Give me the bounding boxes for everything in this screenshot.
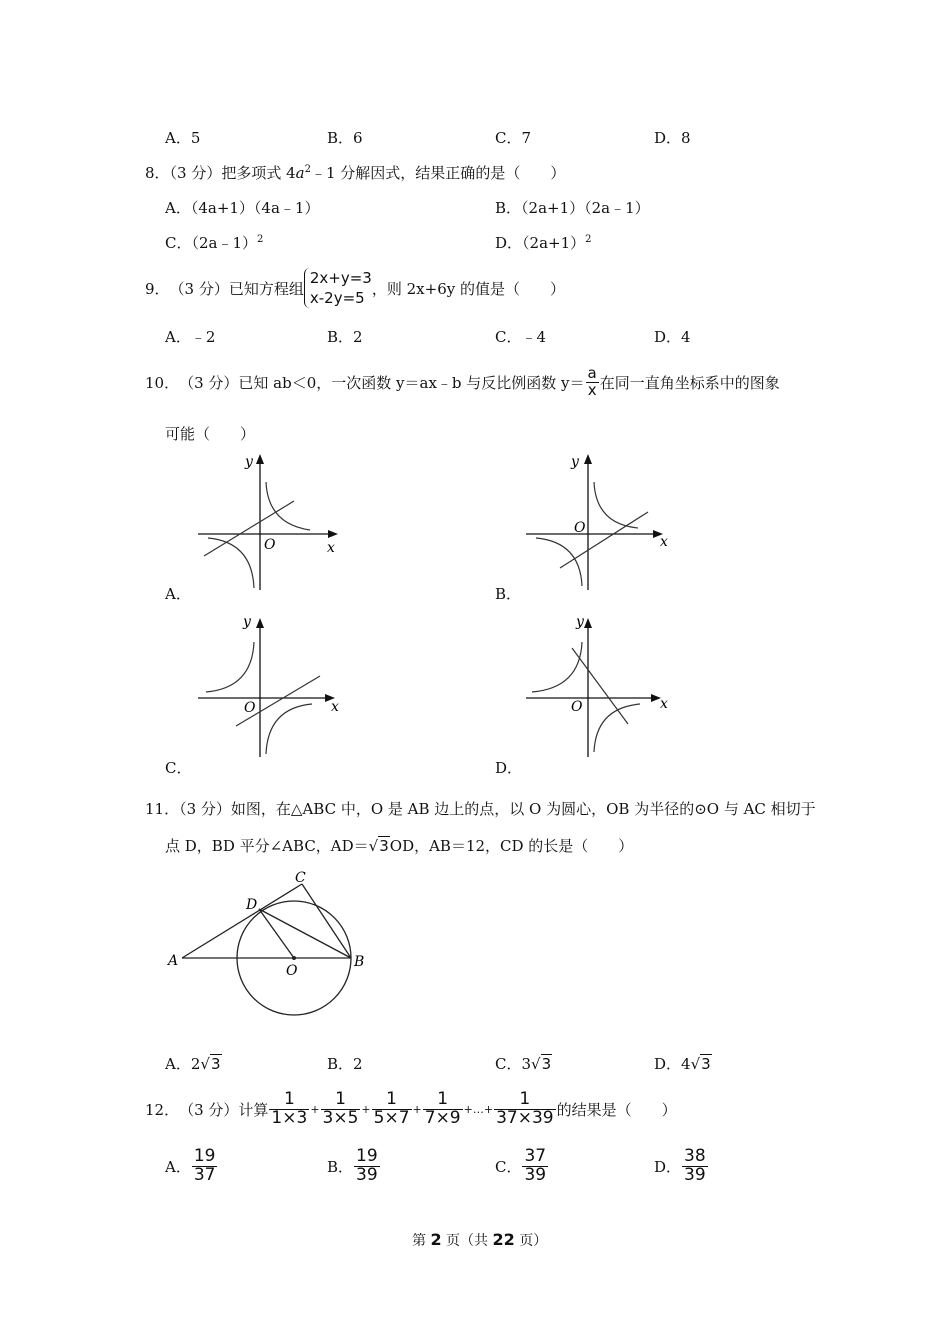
q11-option-c-radicand: 3 [541, 1055, 552, 1073]
graph-d-y-label: y [576, 614, 584, 630]
q12-option-b-frac [354, 1148, 380, 1185]
graph-b-y-label: y [571, 454, 579, 470]
q12-plus-2: + [361, 1102, 371, 1116]
q10-option-c: C． [165, 759, 192, 777]
q12-option-c [495, 1148, 549, 1185]
graph-a-y-label: y [245, 454, 253, 470]
q12-option-b-num: 19 [356, 1146, 378, 1166]
q10-frac-den: x [586, 382, 599, 399]
q12-frac-1 [269, 1088, 309, 1128]
footer-suffix: 页） [519, 1233, 548, 1249]
q12-stem [145, 1087, 677, 1131]
q10-stem [145, 364, 780, 400]
q8-option-d-exp: 2 [585, 234, 592, 245]
q9-equation-system [304, 268, 372, 309]
point-b-label: B [354, 954, 365, 970]
q11-option-c-sqrt: √3 [531, 1055, 552, 1073]
q11-option-a-text: A．2 [165, 1055, 201, 1073]
q10-option-d: D． [495, 759, 523, 777]
q11-stem-line2 [165, 835, 633, 856]
q12-frac-5-num: 1 [519, 1088, 531, 1109]
q8-exponent: 2 [304, 164, 311, 175]
q12-points: （3 分） [179, 1100, 239, 1119]
q8-text-b: ﹣1 分解因式，结果正确的是（ ） [311, 164, 566, 182]
q12-frac-1-den: 1×3 [271, 1107, 308, 1128]
q12-frac-2 [321, 1088, 361, 1128]
q11-line2-a: 点 D，BD 平分∠ABC，AD＝ [165, 837, 369, 855]
q11-option-d-text: D．4 [654, 1055, 691, 1073]
q9-stem [145, 265, 565, 311]
q8-option-d [495, 232, 592, 253]
q12-frac-3-num: 1 [386, 1088, 397, 1109]
q12-option-a [165, 1148, 218, 1185]
q12-frac-5 [494, 1088, 556, 1128]
q8-text-a: 把多项式 4 [221, 164, 296, 182]
q8-number: 8． [145, 164, 170, 182]
q11-option-a-sqrt: √3 [200, 1055, 221, 1073]
q12-frac-2-num: 1 [335, 1088, 346, 1109]
q12-option-a-label: A． [165, 1157, 191, 1176]
q11-option-d [654, 1053, 712, 1074]
q12-option-c-label: C． [495, 1157, 522, 1176]
q10-graph-c [190, 612, 350, 762]
q8-option-c [165, 232, 263, 253]
q10-graph-d [520, 612, 680, 762]
q12-text-b: 的结果是（ ） [556, 1100, 677, 1119]
q10-text-b: 在同一直角坐标系中的图象 [599, 373, 780, 392]
q11-sqrt: √3 [368, 837, 389, 855]
q12-frac-2-den: 3×5 [322, 1107, 359, 1128]
q12-number: 12． [145, 1100, 180, 1119]
q12-frac-3 [372, 1088, 412, 1128]
q12-option-d-frac [682, 1148, 708, 1185]
q9-option-b: B．2 [327, 328, 363, 346]
q12-option-d-num: 38 [684, 1146, 706, 1166]
q12-text-a: 计算 [238, 1100, 269, 1119]
q9-option-a: A．﹣2 [165, 328, 216, 346]
q11-sqrt-radicand: 3 [379, 837, 389, 855]
q12-option-d [654, 1148, 709, 1185]
graph-a-origin: O [264, 537, 276, 553]
point-o-label: O [286, 963, 298, 979]
q12-option-c-num: 37 [524, 1146, 547, 1166]
q8-option-c-exp: 2 [257, 234, 264, 245]
graph-c-x-label: x [331, 699, 339, 715]
point-a-label: A [168, 953, 179, 969]
graph-b-x-label: x [660, 534, 668, 550]
q12-plus-1: + [310, 1102, 320, 1116]
q12-frac-4-den: 7×9 [424, 1107, 461, 1128]
q10-points: （3 分） [179, 373, 239, 392]
q11-line2-b: OD，AB＝12，CD 的长是（ ） [389, 837, 634, 855]
q11-line1-text: 如图，在△ABC 中，O 是 AB 边上的点，以 O 为圆心，OB 为半径的⊙O 与 AC 相切于 [230, 800, 816, 818]
q11-option-d-radicand: 3 [701, 1055, 711, 1073]
graph-c-origin: O [244, 700, 256, 716]
q9-option-d: D．4 [654, 328, 691, 346]
footer-page-number: 2 [430, 1230, 442, 1249]
q11-stem-line1 [145, 798, 816, 819]
graph-c-y-label: y [243, 614, 251, 630]
q12-frac-4-num: 1 [437, 1088, 449, 1109]
q12-option-b [327, 1148, 381, 1185]
graph-b-origin: O [574, 520, 586, 536]
page-footer [412, 1230, 547, 1250]
point-d-label: D [246, 897, 258, 913]
graph-d-origin: O [571, 699, 583, 715]
q8-option-b: B．（2a+1）（2a﹣1） [495, 199, 650, 217]
q11-option-a-radicand: 3 [210, 1055, 221, 1073]
q10-option-a: A． [165, 585, 191, 603]
q10-fraction [586, 363, 599, 399]
q7-option-b: B．6 [327, 129, 363, 147]
q9-option-c: C．﹣4 [495, 328, 547, 346]
q7-option-d: D．8 [654, 129, 691, 147]
q12-frac-1-num: 1 [283, 1088, 295, 1109]
q10-graph-a [190, 450, 350, 595]
q11-option-c [495, 1053, 552, 1074]
q12-option-a-num: 19 [193, 1146, 216, 1166]
q12-option-a-den: 37 [193, 1164, 216, 1185]
graph-d-x-label: x [660, 696, 668, 712]
q10-frac-num: a [587, 363, 597, 382]
q12-option-c-den: 39 [524, 1164, 547, 1185]
q8-points: （3 分） [169, 164, 222, 182]
q11-option-c-text: C．3 [495, 1055, 532, 1073]
q11-number: 11． [145, 800, 180, 818]
q8-option-a: A．（4a+1）（4a﹣1） [165, 199, 320, 217]
q11-option-a [165, 1053, 222, 1074]
q12-option-c-frac [522, 1148, 548, 1185]
q9-equation-1: 2x+y=3 [309, 268, 372, 287]
q12-option-b-label: B． [327, 1157, 354, 1176]
q12-option-d-den: 39 [684, 1164, 706, 1185]
q10-option-b: B． [495, 585, 522, 603]
q8-option-c-text: C．（2a﹣1） [165, 234, 258, 252]
q12-dots: +…+ [463, 1102, 494, 1116]
q9-number: 9． [145, 279, 170, 298]
q9-text-b: ，则 2x+6y 的值是（ ） [371, 279, 565, 298]
q12-frac-4 [423, 1088, 463, 1128]
q10-number: 10． [145, 373, 180, 392]
q11-option-b: B．2 [327, 1055, 363, 1073]
footer-total-pages: 22 [492, 1230, 515, 1249]
q11-option-d-sqrt: √3 [690, 1055, 711, 1073]
q10-text-a: 已知 ab＜0，一次函数 y＝ax﹣b 与反比例函数 y＝ [238, 373, 585, 392]
q11-diagram [160, 862, 380, 1022]
q8-var: a [295, 164, 305, 182]
q10-stem-line2: 可能（ ） [165, 425, 256, 443]
footer-prefix: 第 [412, 1233, 426, 1249]
q7-option-c: C．7 [495, 129, 532, 147]
graph-a-x-label: x [327, 540, 335, 556]
q11-points: （3 分） [179, 800, 231, 818]
q9-text-a: 已知方程组 [228, 279, 304, 298]
q7-option-a: A．5 [165, 129, 201, 147]
q12-plus-3: + [412, 1102, 422, 1116]
q9-points: （3 分） [169, 279, 229, 298]
q8-stem [145, 162, 565, 183]
q12-option-a-frac [192, 1148, 218, 1185]
q12-frac-3-den: 5×7 [373, 1107, 410, 1128]
footer-middle: 页（共 [446, 1233, 489, 1249]
q8-option-d-text: D．（2a+1） [495, 234, 586, 252]
q12-frac-5-den: 37×39 [496, 1107, 554, 1128]
q12-option-d-label: D． [654, 1157, 682, 1176]
q9-equation-2: x-2y=5 [309, 289, 365, 307]
point-c-label: C [295, 870, 306, 886]
q10-graph-b [520, 450, 680, 595]
q12-option-b-den: 39 [356, 1164, 378, 1185]
